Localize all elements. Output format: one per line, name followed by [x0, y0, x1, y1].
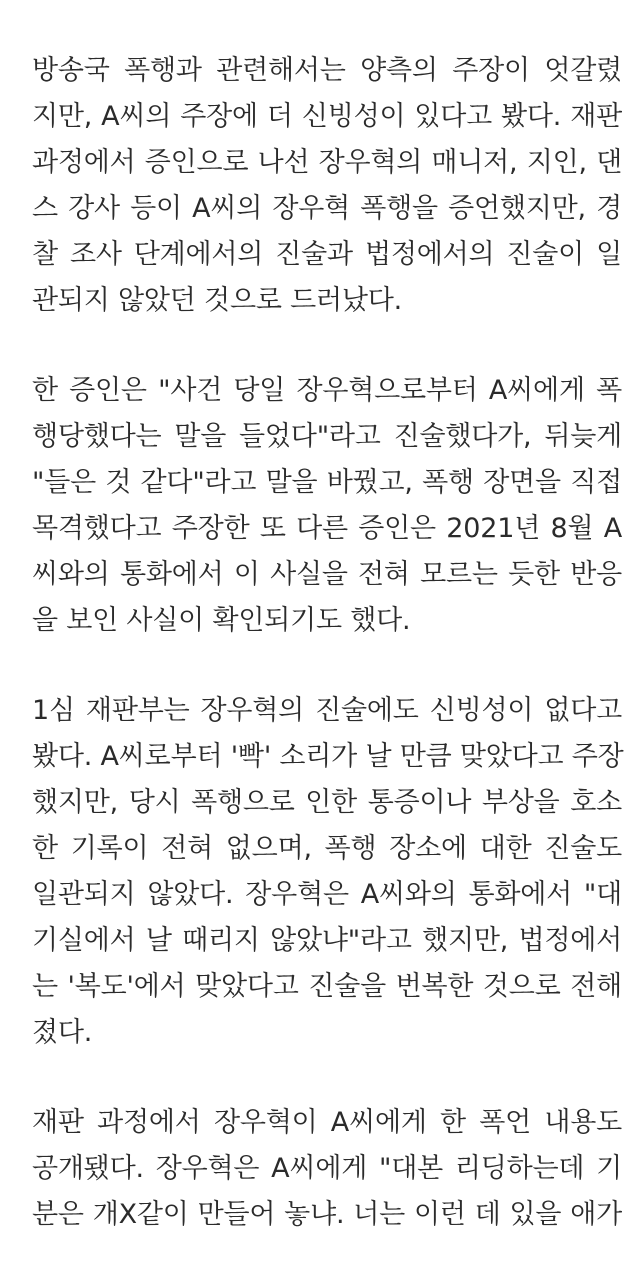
- text-line: 는 '복도'에서 맞았다고 진술을 번복한 것으로 전해: [32, 971, 622, 1002]
- text-line: 을 보인 사실이 확인되기도 했다.: [32, 605, 411, 636]
- text-line: 재판 과정에서 장우혁이 A씨에게 한 폭언 내용도: [32, 1107, 622, 1138]
- text-line: 1심 재판부는 장우혁의 진술에도 신빙성이 없다고: [32, 695, 622, 726]
- text-line: 봤다. A씨로부터 '빡' 소리가 날 만큼 맞았다고 주장: [32, 741, 624, 772]
- text-line: 방송국 폭행과 관련해서는 양측의 주장이 엇갈렸: [32, 55, 622, 86]
- text-line: 공개됐다. 장우혁은 A씨에게 "대본 리딩하는데 기: [32, 1153, 622, 1184]
- text-line: 기실에서 날 때리지 않았냐"라고 했지만, 법정에서: [32, 925, 622, 956]
- text-line: 분은 개X같이 만들어 놓냐. 너는 이런 데 있을 애가: [32, 1199, 622, 1230]
- text-line: 찰 조사 단계에서의 진술과 법정에서의 진술이 일: [32, 239, 622, 270]
- text-line: 했지만, 당시 폭행으로 인한 통증이나 부상을 호소: [32, 787, 622, 818]
- text-line: 스 강사 등이 A씨의 장우혁 폭행을 증언했지만, 경: [32, 193, 622, 224]
- article-body: [32, 48, 622, 1280]
- text-line: 관되지 않았던 것으로 드러났다.: [32, 285, 402, 316]
- text-line: 행당했다는 말을 들었다"라고 진술했다가, 뒤늦게: [32, 421, 622, 452]
- paragraph: [32, 1100, 622, 1238]
- paragraph: [32, 368, 622, 644]
- text-line: 지만, A씨의 주장에 더 신빙성이 있다고 봤다. 재판: [32, 101, 622, 132]
- text-line: 한 기록이 전혀 없으며, 폭행 장소에 대한 진술도: [32, 833, 622, 864]
- text-line: 졌다.: [32, 1017, 93, 1048]
- text-line: "들은 것 같다"라고 말을 바꿨고, 폭행 장면을 직접: [32, 467, 622, 498]
- paragraph: [32, 688, 622, 1056]
- text-line: 과정에서 증인으로 나선 장우혁의 매니저, 지인, 댄: [32, 147, 622, 178]
- text-line: 한 증인은 "사건 당일 장우혁으로부터 A씨에게 폭: [32, 375, 622, 406]
- text-line: 일관되지 않았다. 장우혁은 A씨와의 통화에서 "대: [32, 879, 622, 910]
- paragraph: [32, 48, 622, 324]
- text-line: 씨와의 통화에서 이 사실을 전혀 모르는 듯한 반응: [32, 559, 622, 590]
- text-line: 목격했다고 주장한 또 다른 증인은 2021년 8월 A: [32, 513, 622, 544]
